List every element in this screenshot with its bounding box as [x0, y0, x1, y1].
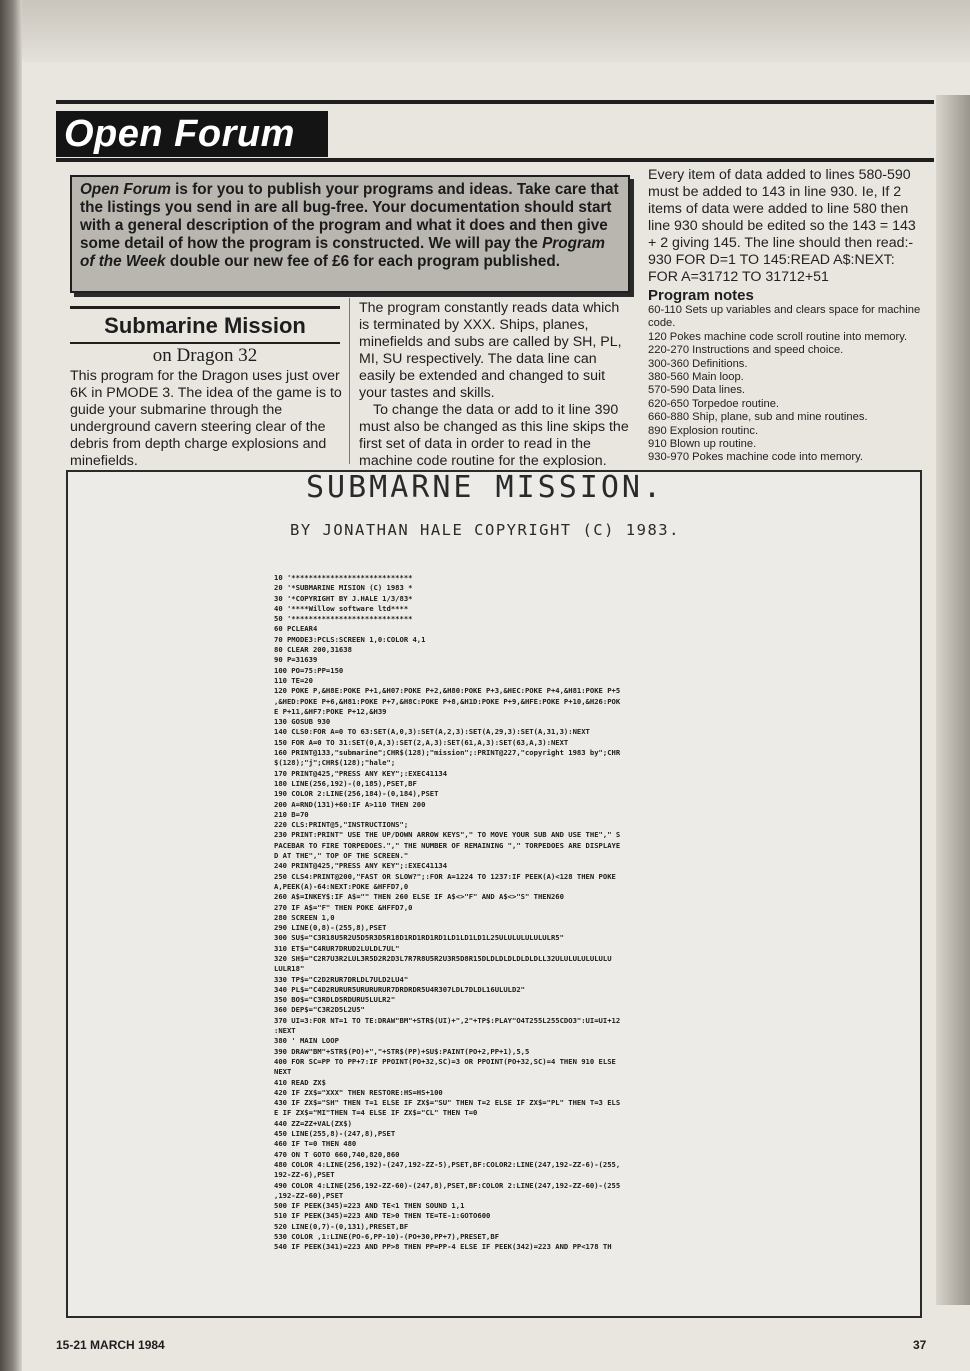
code-line: 360 DEP$="C3R2D5L2U5": [274, 1005, 365, 1015]
code-line: 220 CLS:PRINT@5,"INSTRUCTIONS";: [274, 820, 409, 830]
section-header: Open Forum: [56, 111, 328, 157]
footer-date: 15-21 MARCH 1984: [56, 1338, 165, 1352]
code-line: 130 GOSUB 930: [274, 717, 331, 727]
code-line: 200 A=RND(131)+60:IF A>110 THEN 200: [274, 799, 426, 809]
code-line: 280 SCREEN 1,0: [274, 912, 335, 922]
code-line: 350 BO$="C3RDLD5RDURU5LULR2": [274, 995, 396, 1005]
page-left-edge: [0, 0, 22, 1371]
code-line: 410 READ ZX$: [274, 1077, 326, 1087]
code-line: 240 PRINT@425,"PRESS ANY KEY";:EXEC41134: [274, 861, 448, 871]
code-line: 460 IF T=0 THEN 480: [274, 1139, 357, 1149]
intro-box: [70, 175, 630, 293]
code-line: E P+11,&HF7:POKE P+12,&H39: [274, 706, 387, 716]
code-line: 480 COLOR 4:LINE(256,192)-(247,192-ZZ-5),PSET,BF:COLOR2:LINE(247,192-ZZ-6)-(255,: [274, 1159, 621, 1169]
code-line: NEXT: [274, 1067, 292, 1077]
code-line: 192-ZZ-6),PSET: [274, 1170, 335, 1180]
intro-text-2: double our new fee of £6 for each program published.: [165, 253, 560, 270]
page-right-bleed: [936, 95, 970, 1305]
code-line: 150 FOR A=0 TO 31:SET(0,A,3):SET(2,A,3):SET(61,A,3):SET(63,A,3):NEXT: [274, 737, 569, 747]
article-title: Submarine Mission: [104, 313, 306, 338]
code-line: 40 '****Willow software ltd****: [274, 603, 409, 613]
code-line: 230 PRINT:PRINT" USE THE UP/DOWN ARROW KEYS"," TO MOVE YOUR SUB AND USE THE"," S: [274, 830, 621, 840]
article-subtitle: on Dragon 32: [152, 345, 258, 366]
code-line: $(128);"j";CHR$(128);"hale";: [274, 758, 396, 768]
code-line: 330 TP$="C2D2RUR7DRLDL7ULD2LU4": [274, 974, 409, 984]
code-line: 470 ON T GOTO 660,740,820,860: [274, 1149, 400, 1159]
code-line: 450 LINE(255,8)-(247,8),PSET: [274, 1129, 396, 1139]
program-listing-code: [274, 573, 914, 1253]
column-2-paragraph-2: To change the data or add to it line 390 must also be changed as this line skips the first set of data in order to read in the machine code routine for the explosion.: [359, 402, 629, 469]
article-subtitle-rule: [70, 342, 340, 344]
code-line: 320 SH$="C2R7U3R2LUL3R5D2R2D3L7R7R8U5R2U3R5D8R15DLDLDLDLDLDLDLL32ULULULULULULU: [274, 953, 612, 963]
note-line: code.: [648, 317, 676, 330]
note-line: 930-970 Pokes machine code into memory.: [648, 451, 863, 464]
note-line: 660-880 Ship, plane, sub and mine routines.: [648, 411, 868, 424]
code-line: 370 UI=3:FOR NT=1 TO TE:DRAW"BM"+STR$(UI)+",2"+TP$:PLAY"O4T255L255CDO3":UI=UI+12: [274, 1015, 621, 1025]
note-line: 60-110 Sets up variables and clears space for machine: [648, 304, 921, 316]
article-column-1: This program for the Dragon uses just over 6K in PMODE 3. The idea of the game is to guide your submarine through the underground cavern steering clear of the debris from depth charge explosions and minefields.: [70, 368, 342, 469]
code-line: 340 PL$="C4D2RURUR5URURURUR7DRDRDR5U4R307LDL7DLDL16ULULD2": [274, 984, 525, 994]
program-notes-heading: Program notes: [648, 287, 754, 304]
code-line: 50 '****************************: [274, 614, 413, 624]
listing-title: SUBMARNE MISSION.: [305, 470, 665, 505]
code-line: :NEXT: [274, 1026, 296, 1036]
note-line: 300-360 Definitions.: [648, 357, 748, 370]
intro-emphasis: Program of the Week: [80, 235, 606, 270]
note-line: 380-560 Main loop.: [648, 371, 744, 384]
code-line: A,PEEK(A)-64:NEXT:POKE &HFFD7,0: [274, 881, 409, 891]
program-notes: [648, 304, 928, 465]
note-line: 910 Blown up routine.: [648, 438, 757, 451]
code-line: 100 PO=75:PP=150: [274, 665, 344, 675]
page-number: 37: [913, 1338, 927, 1352]
code-line: 90 P=31639: [274, 655, 318, 665]
note-line: 120 Pokes machine code scroll routine into memory.: [648, 330, 908, 343]
code-line: 290 LINE(0,8)-(255,8),PSET: [274, 923, 387, 933]
code-line: 510 IF PEEK(345)=223 AND TE>0 THEN TE=TE-1:GOTO600: [274, 1211, 491, 1221]
code-line: 490 COLOR 4:LINE(256,192-ZZ-60)-(247,8),PSET,BF:COLOR 2:LINE(247,192-ZZ-60)-(255: [274, 1180, 621, 1190]
top-rule: [56, 100, 934, 104]
code-line: 140 CLS0:FOR A=0 TO 63:SET(A,0,3):SET(A,2,3):SET(A,29,3):SET(A,31,3):NEXT: [274, 727, 590, 737]
code-line: LULR18": [274, 964, 305, 974]
code-line: 400 FOR SC=PP TO PP+7:IF PPOINT(PO+32,SC)=3 OR PPOINT(PO+32,SC)=4 THEN 910 ELSE: [274, 1056, 616, 1066]
code-line: 420 IF ZX$="XXX" THEN RESTORE:HS=HS+100: [274, 1087, 443, 1097]
code-line: 390 DRAW"BM"+STR$(PO)+","+STR$(PP)+SU$:PAINT(PO+2,PP+1),5,5: [274, 1046, 530, 1056]
code-line: 120 POKE P,&H8E:POKE P+1,&H07:POKE P+2,&H80:POKE P+3,&HEC:POKE P+4,&H81:POKE P+5: [274, 686, 621, 696]
code-line: ,&HED:POKE P+6,&H81:POKE P+7,&H8C:POKE P+8,&H1D:POKE P+9,&HFE:POKE P+10,&H26:POK: [274, 696, 621, 706]
column-2-paragraph-1: The program constantly reads data which is terminated by XXX. Ships, planes, minefields and subs are called by SH, PL, MI, SU respectively. The data line can easily be extended and changed to suit your tastes and skills.: [359, 300, 622, 401]
code-line: 60 PCLEAR4: [274, 624, 318, 634]
code-line: 180 LINE(256,192)-(0,185),PSET,BF: [274, 778, 417, 788]
code-line: 500 IF PEEK(345)=223 AND TE<1 THEN SOUND 1,1: [274, 1201, 465, 1211]
code-line: 440 ZZ=ZZ+VAL(ZX$): [274, 1118, 352, 1128]
code-line: 70 PMODE3:PCLS:SCREEN 1,0:COLOR 4,1: [274, 634, 426, 644]
code-line: 190 COLOR 2:LINE(256,184)-(0,184),PSET: [274, 789, 439, 799]
note-line: 220-270 Instructions and speed choice.: [648, 344, 844, 357]
code-line: 310 ET$="C4RUR7DRUD2LULDL7UL": [274, 943, 400, 953]
code-line: PACEBAR TO FIRE TORPEDOES."," THE NUMBER OF REMAINING "," TORPEDOES ARE DISPLAYE: [274, 840, 621, 850]
code-line: 380 ' MAIN LOOP: [274, 1036, 339, 1046]
column-divider: [349, 298, 350, 464]
note-line: 890 Explosion routinc.: [648, 424, 759, 437]
code-line: 10 '****************************: [274, 573, 413, 582]
article-column-3: Every item of data added to lines 580-590 must be added to 143 in line 930. Ie, If 2 items of data were added to line 580 then line 930 should be edited so the 143 = 143 + 2 giving 145. The line should then read:- 930 FOR D=1 TO 145:READ A$:NEXT: FOR A=31712 TO 31712+51: [648, 167, 916, 285]
code-line: 160 PRINT@133,"submarine";CHR$(128);"mission";:PRINT@227,"copyright 1983 by";CHR: [274, 748, 621, 758]
code-line: 260 A$=INKEY$:IF A$="" THEN 260 ELSE IF A$<>"F" AND A$<>"S" THEN260: [274, 892, 564, 902]
code-line: 270 IF A$="F" THEN POKE &HFFD7,0: [274, 902, 413, 912]
header-rule: [56, 158, 934, 162]
code-line: 250 CLS4:PRINT@200,"FAST OR SLOW?";:FOR A=1224 TO 1237:IF PEEK(A)<128 THEN POKE: [274, 871, 616, 881]
code-line: 80 CLEAR 200,31638: [274, 645, 352, 655]
code-line: 170 PRINT@425,"PRESS ANY KEY";:EXEC41134: [274, 768, 448, 778]
code-line: 30 '*COPYRIGHT BY J.HALE 1/3/83*: [274, 593, 413, 603]
article-title-rule: [70, 306, 340, 309]
note-line: 570-590 Data lines.: [648, 384, 746, 397]
intro-lead: Open Forum: [80, 181, 171, 198]
code-line: E IF ZX$="MI"THEN T=4 ELSE IF ZX$="CL" THEN T=0: [274, 1108, 478, 1118]
code-line: 300 SU$="C3R18U5R2U5D5R3D5R18D1RD1RD1RD1LD1LD1LD1L25ULULULULULULR5": [274, 933, 564, 943]
note-line: 620-650 Torpedoe routine.: [648, 397, 780, 410]
article-column-2: [359, 300, 632, 470]
code-line: 210 B=70: [274, 809, 309, 819]
code-line: 530 COLOR ,1:LINE(PO-6,PP-10)-(PO+30,PP+7),PRESET,BF: [274, 1232, 500, 1241]
code-line: 540 IF PEEK(341)=223 AND PP>8 THEN PP=PP-4 ELSE IF PEEK(342)=223 AND PP<178 TH: [274, 1242, 612, 1252]
intro-text-1: is for you to publish your programs and ideas. Take care that the listings you send in are all bug-free. Your documentation should start with a general description of the program and what it does and then give some detail of how the program is constructed. We will pay the: [80, 181, 619, 252]
code-line: 430 IF ZX$="SH" THEN T=1 ELSE IF ZX$="SU" THEN T=2 ELSE IF ZX$="PL" THEN T=3 ELS: [274, 1098, 621, 1108]
code-line: D AT THE"," TOP OF THE SCREEN.": [274, 851, 409, 861]
code-line: 110 TE=20: [274, 675, 313, 685]
code-line: 20 '*SUBMARINE MISION (C) 1983 *: [274, 583, 413, 593]
code-line: 520 LINE(0,7)-(0,131),PRESET,BF: [274, 1221, 409, 1231]
listing-byline: BY JONATHAN HALE COPYRIGHT (C) 1983.: [290, 521, 680, 539]
code-line: ,192-ZZ-60),PSET: [274, 1190, 344, 1200]
page-top-shadow: [0, 0, 970, 62]
